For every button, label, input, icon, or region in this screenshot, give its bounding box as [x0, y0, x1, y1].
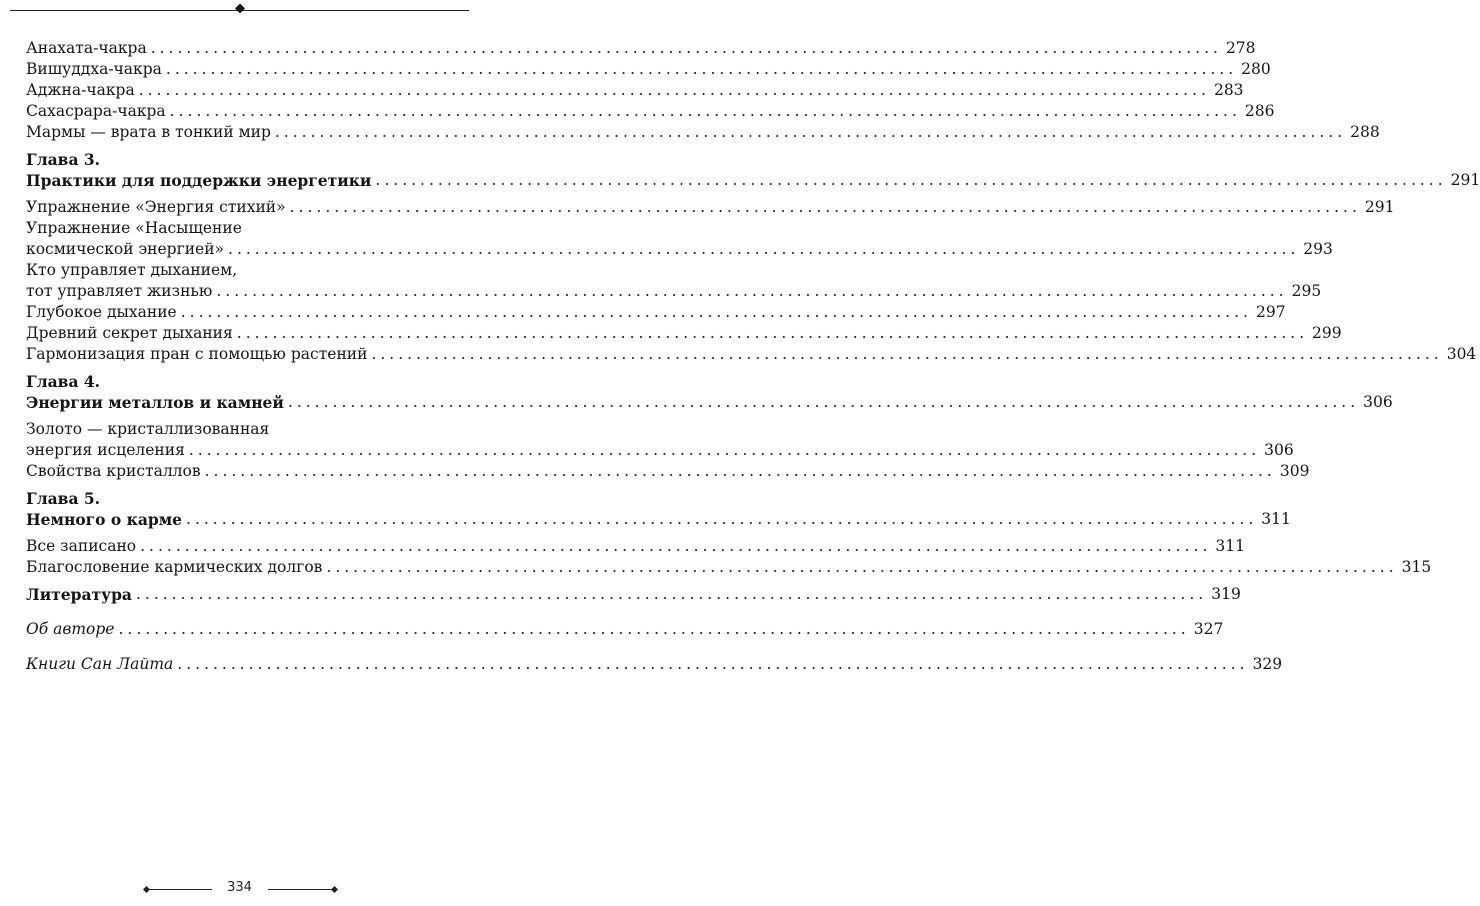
toc-entry[interactable]	[26, 80, 1244, 101]
literature-entry[interactable]	[26, 584, 1241, 605]
about-author-entry[interactable]	[26, 619, 1224, 640]
toc-entry-title: Гармонизация пран с помощью растений	[26, 345, 368, 363]
chapter-title-entry[interactable]	[26, 170, 1480, 191]
toc-entry-title: Глубокое дыхание	[26, 303, 177, 321]
chapter-page: 311	[1261, 510, 1291, 528]
toc-entry-title: Аджна-чакра	[26, 81, 135, 99]
toc-entry-page: 291	[1364, 198, 1395, 216]
diamond-ornament-icon	[235, 4, 245, 14]
toc-entry-page: 288	[1350, 123, 1380, 141]
toc-entry-title: Упражнение «Энергия стихий»	[26, 198, 286, 216]
toc-entry-title: Все записано	[26, 537, 137, 555]
toc-entry-page: 306	[1264, 441, 1294, 459]
chapter-label: Глава 4.	[26, 372, 101, 391]
toc-entry[interactable]	[26, 344, 1477, 365]
chapter-title: Энергии металлов и камней	[26, 393, 284, 412]
chapter-title: Практики для поддержки энергетики	[26, 171, 372, 190]
toc-entry-page: 283	[1213, 81, 1244, 99]
toc-entry-title: тот управляет жизнью	[26, 282, 213, 300]
toc-entry-title: Древний секрет дыхания	[26, 324, 233, 342]
toc-entry[interactable]	[26, 218, 1333, 260]
dot-leader: ........................................................................................................................	[186, 510, 1258, 528]
dot-leader: ........................................................................................................................	[289, 198, 1361, 216]
dot-leader: ........................................................................................................................	[375, 171, 1447, 189]
toc-entry[interactable]	[26, 38, 1256, 59]
chapter-title: Немного о карме	[26, 510, 183, 529]
dot-leader: ........................................................................................................................	[169, 102, 1241, 120]
toc-entry[interactable]	[26, 557, 1432, 578]
page-number: 334	[227, 880, 252, 895]
dot-leader: ........................................................................................................................	[236, 324, 1309, 342]
toc-entry-title: Анахата-чакра	[26, 39, 147, 57]
dot-leader: ........................................................................................................................	[180, 303, 1252, 321]
chapter-label: Глава 5.	[26, 489, 101, 508]
toc-entry-page: 295	[1291, 282, 1322, 300]
books-page: 329	[1252, 655, 1283, 673]
toc-entry-title: Вишуддха-чакра	[26, 60, 162, 78]
toc-entry-page: 299	[1312, 324, 1342, 342]
dot-leader: ........................................................................................................................	[177, 655, 1249, 673]
toc-entry[interactable]	[26, 101, 1275, 122]
toc-entry-title: энергия исцеления	[26, 441, 185, 459]
dot-leader: ........................................................................................................................	[274, 123, 1347, 141]
dot-leader: ........................................................................................................................	[216, 282, 1288, 300]
dot-leader: ........................................................................................................................	[287, 393, 1360, 411]
chapter-page: 291	[1450, 171, 1480, 189]
dot-leader: ........................................................................................................................	[165, 60, 1238, 78]
chapter-page: 306	[1363, 393, 1393, 411]
literature-page: 319	[1211, 585, 1241, 603]
toc-entry[interactable]	[26, 59, 1271, 80]
chapter-title-entry[interactable]	[26, 509, 1291, 530]
toc-entry-title-line1: Золото — кристаллизованная	[26, 420, 270, 438]
footer-rule-right	[268, 889, 334, 890]
page-footer	[0, 880, 479, 900]
toc-entry-title: Свойства кристаллов	[26, 462, 201, 480]
dot-leader: ........................................................................................................................	[135, 585, 1208, 603]
chapter-title-entry[interactable]	[26, 392, 1393, 413]
dot-leader: ........................................................................................................................	[140, 537, 1212, 555]
dot-leader: ........................................................................................................................	[138, 81, 1210, 99]
chapter-label: Глава 3.	[26, 150, 101, 169]
toc-entry-title: космической энергией»	[26, 240, 225, 258]
toc-entry[interactable]	[26, 323, 1342, 344]
toc-entry[interactable]	[26, 536, 1245, 557]
toc-entry-page: 315	[1401, 558, 1432, 576]
toc-entry-title: Благословение кармических долгов	[26, 558, 323, 576]
toc-entry[interactable]	[26, 260, 1322, 302]
about-author-title: Об авторе	[26, 620, 115, 638]
about-author-page: 327	[1193, 620, 1224, 638]
toc-entry-page: 311	[1215, 537, 1245, 555]
toc-entry-title-line1: Кто управляет дыханием,	[26, 261, 238, 279]
toc-entry-page: 278	[1225, 39, 1256, 57]
dot-leader: ........................................................................................................................	[118, 620, 1190, 638]
toc-entry[interactable]	[26, 197, 1395, 218]
books-entry[interactable]	[26, 654, 1283, 675]
dot-leader: ........................................................................................................................	[204, 462, 1276, 480]
toc-entry[interactable]	[26, 122, 1380, 143]
toc-entry-title: Мармы — врата в тонкий мир	[26, 123, 271, 141]
dot-leader: ........................................................................................................................	[150, 39, 1222, 57]
toc-entry-page: 309	[1279, 462, 1310, 480]
toc-entry-page: 286	[1244, 102, 1275, 120]
literature-title: Литература	[26, 585, 132, 604]
dot-leader: ........................................................................................................................	[326, 558, 1398, 576]
dot-leader: ........................................................................................................................	[371, 345, 1443, 363]
toc-entry-page: 280	[1241, 60, 1271, 78]
toc-entry-page: 293	[1303, 240, 1333, 258]
toc-entry-title-line1: Упражнение «Насыщение	[26, 219, 242, 237]
dot-leader: ........................................................................................................................	[228, 240, 1300, 258]
toc-entry-title: Сахасрара-чакра	[26, 102, 166, 120]
books-title: Книги Сан Лайта	[26, 655, 174, 673]
table-of-contents	[26, 38, 1480, 675]
toc-entry[interactable]	[26, 302, 1286, 323]
dot-leader: ........................................................................................................................	[188, 441, 1261, 459]
toc-entry-page: 297	[1255, 303, 1286, 321]
toc-entry[interactable]	[26, 419, 1294, 461]
toc-entry[interactable]	[26, 461, 1310, 482]
toc-entry-page: 304	[1446, 345, 1477, 363]
